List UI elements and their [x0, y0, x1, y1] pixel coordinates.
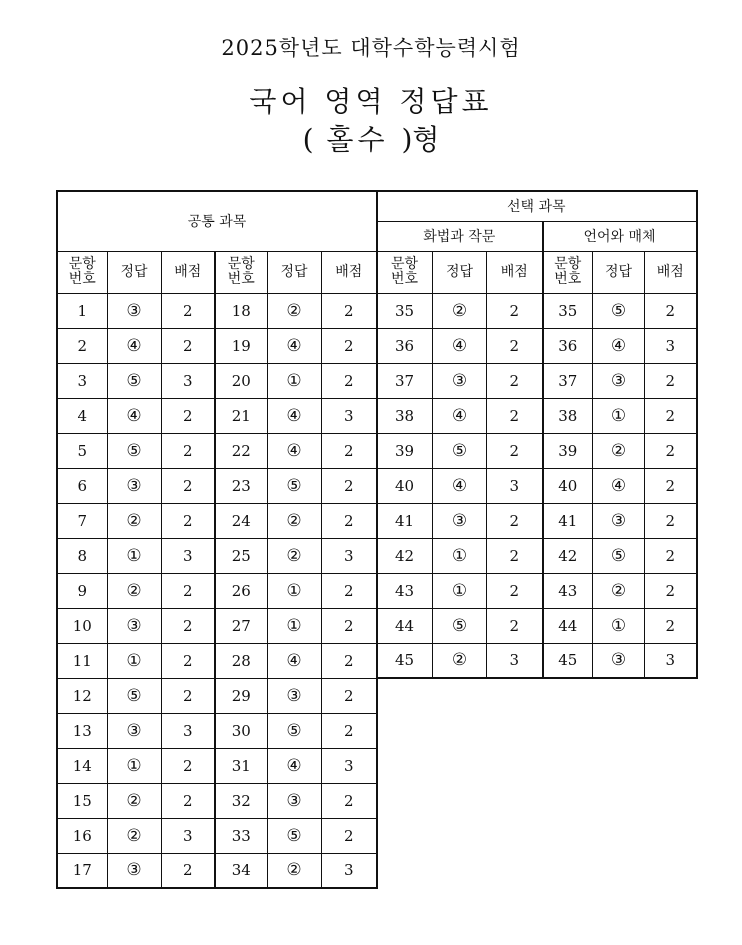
common-answer-cell: ① — [267, 608, 321, 643]
elective-row — [377, 538, 697, 573]
elective-answer-cell: ① — [433, 573, 487, 608]
common-question-cell: 32 — [215, 783, 267, 818]
common-question-cell: 29 — [215, 678, 267, 713]
common-score-cell: 2 — [161, 853, 215, 888]
elective-row — [377, 328, 697, 363]
elective-question-cell: 35 — [377, 293, 433, 328]
common-answer-cell: ① — [107, 748, 161, 783]
col-header-score: 배점 — [645, 251, 697, 293]
common-question-cell: 14 — [57, 748, 107, 783]
elective-row — [377, 573, 697, 608]
common-question-cell: 22 — [215, 433, 267, 468]
common-score-cell: 3 — [321, 748, 377, 783]
common-answer-cell: ⑤ — [107, 363, 161, 398]
common-answer-cell: ① — [267, 363, 321, 398]
elective-answer-cell: ③ — [433, 503, 487, 538]
elective-question-cell: 38 — [543, 398, 593, 433]
elective-answer-cell: ⑤ — [433, 608, 487, 643]
elective-score-cell: 3 — [645, 328, 697, 363]
elective-answer-cell: ④ — [593, 468, 645, 503]
col-header-question — [377, 251, 433, 293]
common-question-cell: 25 — [215, 538, 267, 573]
elective-row — [377, 398, 697, 433]
common-question-cell: 21 — [215, 398, 267, 433]
common-score-cell: 3 — [161, 713, 215, 748]
elective-answer-cell: ④ — [433, 398, 487, 433]
common-question-cell: 17 — [57, 853, 107, 888]
elective-score-cell: 2 — [645, 538, 697, 573]
type-open-paren: ( — [302, 123, 314, 156]
elective-score-cell: 3 — [487, 643, 543, 678]
common-score-cell: 2 — [161, 433, 215, 468]
elective-sub2-label: 언어와 매체 — [543, 221, 697, 251]
common-score-cell: 2 — [321, 573, 377, 608]
col-header-question-text: 문항 번호 — [227, 256, 255, 287]
col-header-question-text: 문항 번호 — [554, 256, 582, 287]
elective-question-cell: 41 — [543, 503, 593, 538]
common-row — [57, 538, 377, 573]
common-section-label: 공통 과목 — [57, 191, 377, 251]
elective-sub1-label: 화법과 작문 — [377, 221, 543, 251]
elective-score-cell: 2 — [487, 538, 543, 573]
elective-answer-cell: ③ — [593, 363, 645, 398]
common-answer-cell: ⑤ — [267, 468, 321, 503]
common-row — [57, 293, 377, 328]
elective-answer-cell: ③ — [593, 503, 645, 538]
common-answer-cell: ⑤ — [107, 433, 161, 468]
common-question-cell: 19 — [215, 328, 267, 363]
elective-row — [377, 503, 697, 538]
common-answer-cell: ③ — [267, 678, 321, 713]
common-answer-cell: ③ — [107, 468, 161, 503]
elective-question-cell: 44 — [377, 608, 433, 643]
col-header-question-text: 문항 번호 — [68, 256, 96, 287]
common-row — [57, 818, 377, 853]
elective-answer-cell: ② — [593, 573, 645, 608]
common-score-cell: 2 — [321, 328, 377, 363]
common-row — [57, 363, 377, 398]
common-answer-cell: ① — [267, 573, 321, 608]
elective-score-cell: 3 — [645, 643, 697, 678]
elective-score-cell: 2 — [487, 328, 543, 363]
type-close-paren: )형 — [401, 123, 440, 156]
common-question-cell: 23 — [215, 468, 267, 503]
elective-score-cell: 2 — [487, 363, 543, 398]
common-question-cell: 15 — [57, 783, 107, 818]
elective-question-cell: 42 — [377, 538, 433, 573]
common-score-cell: 2 — [161, 573, 215, 608]
common-score-cell: 3 — [161, 818, 215, 853]
elective-answer-cell: ① — [433, 538, 487, 573]
common-score-cell: 2 — [161, 643, 215, 678]
elective-row — [377, 433, 697, 468]
common-question-cell: 31 — [215, 748, 267, 783]
common-row — [57, 328, 377, 363]
common-answer-cell: ③ — [107, 293, 161, 328]
common-question-cell: 20 — [215, 363, 267, 398]
elective-answer-cell: ⑤ — [593, 538, 645, 573]
common-score-cell: 3 — [321, 398, 377, 433]
common-answer-cell: ③ — [107, 853, 161, 888]
elective-question-cell: 43 — [543, 573, 593, 608]
common-score-cell: 2 — [321, 433, 377, 468]
elective-score-cell: 2 — [487, 433, 543, 468]
common-answer-cell: ④ — [267, 643, 321, 678]
elective-score-cell: 2 — [487, 503, 543, 538]
common-row — [57, 783, 377, 818]
common-score-cell: 2 — [161, 293, 215, 328]
elective-answer-cell: ④ — [433, 468, 487, 503]
elective-question-cell: 45 — [543, 643, 593, 678]
common-answer-cell: ② — [107, 503, 161, 538]
common-answer-cell: ② — [107, 818, 161, 853]
common-question-cell: 26 — [215, 573, 267, 608]
common-question-cell: 2 — [57, 328, 107, 363]
common-score-cell: 2 — [161, 503, 215, 538]
common-score-cell: 2 — [321, 608, 377, 643]
common-question-cell: 5 — [57, 433, 107, 468]
exam-type — [0, 118, 742, 158]
col-header-answer: 정답 — [107, 251, 161, 293]
elective-score-cell: 2 — [487, 608, 543, 643]
common-question-cell: 16 — [57, 818, 107, 853]
common-question-cell: 24 — [215, 503, 267, 538]
common-answer-cell: ② — [107, 573, 161, 608]
common-question-cell: 1 — [57, 293, 107, 328]
common-question-cell: 18 — [215, 293, 267, 328]
common-score-cell: 2 — [321, 363, 377, 398]
elective-question-cell: 37 — [377, 363, 433, 398]
elective-question-cell: 41 — [377, 503, 433, 538]
common-answer-cell: ① — [107, 538, 161, 573]
elective-answer-cell: ③ — [593, 643, 645, 678]
common-answer-cell: ⑤ — [267, 713, 321, 748]
elective-score-cell: 2 — [645, 433, 697, 468]
common-question-cell: 12 — [57, 678, 107, 713]
elective-answer-table — [376, 190, 698, 679]
common-answer-cell: ② — [267, 293, 321, 328]
col-header-answer: 정답 — [433, 251, 487, 293]
common-score-cell: 3 — [321, 853, 377, 888]
common-question-cell: 27 — [215, 608, 267, 643]
common-answer-cell: ③ — [267, 783, 321, 818]
common-score-cell: 3 — [161, 363, 215, 398]
elective-answer-cell: ② — [593, 433, 645, 468]
common-score-cell: 2 — [161, 398, 215, 433]
common-row — [57, 748, 377, 783]
common-question-cell: 33 — [215, 818, 267, 853]
common-question-cell: 7 — [57, 503, 107, 538]
elective-score-cell: 2 — [487, 573, 543, 608]
col-header-score: 배점 — [321, 251, 377, 293]
common-score-cell: 2 — [321, 713, 377, 748]
common-answer-cell: ④ — [267, 398, 321, 433]
elective-score-cell: 2 — [645, 503, 697, 538]
elective-column-headers — [377, 251, 697, 293]
common-question-cell: 10 — [57, 608, 107, 643]
common-score-cell: 2 — [161, 748, 215, 783]
elective-answer-cell: ③ — [433, 363, 487, 398]
elective-score-cell: 2 — [487, 293, 543, 328]
common-row — [57, 433, 377, 468]
elective-question-cell: 42 — [543, 538, 593, 573]
elective-row — [377, 363, 697, 398]
elective-answer-cell: ④ — [593, 328, 645, 363]
common-answer-table — [56, 190, 378, 889]
common-question-cell: 28 — [215, 643, 267, 678]
col-header-score: 배점 — [487, 251, 543, 293]
col-header-answer: 정답 — [267, 251, 321, 293]
common-answer-cell: ② — [107, 783, 161, 818]
elective-answer-cell: ④ — [433, 328, 487, 363]
elective-question-cell: 35 — [543, 293, 593, 328]
common-question-cell: 8 — [57, 538, 107, 573]
elective-question-cell: 40 — [543, 468, 593, 503]
elective-row — [377, 608, 697, 643]
common-question-cell: 34 — [215, 853, 267, 888]
common-answer-cell: ① — [107, 643, 161, 678]
common-answer-cell: ④ — [107, 328, 161, 363]
elective-question-cell: 36 — [543, 328, 593, 363]
common-answer-cell: ③ — [107, 713, 161, 748]
common-score-cell: 2 — [321, 643, 377, 678]
elective-section-label: 선택 과목 — [377, 191, 697, 221]
elective-score-cell: 2 — [487, 398, 543, 433]
elective-score-cell: 2 — [645, 468, 697, 503]
common-score-cell: 3 — [161, 538, 215, 573]
common-score-cell: 2 — [161, 608, 215, 643]
elective-question-cell: 45 — [377, 643, 433, 678]
elective-answer-cell: ② — [433, 293, 487, 328]
col-header-question-text: 문항 번호 — [390, 256, 419, 287]
common-score-cell: 2 — [321, 468, 377, 503]
elective-score-cell: 2 — [645, 293, 697, 328]
type-label: 홀수 — [326, 123, 389, 156]
common-question-cell: 30 — [215, 713, 267, 748]
common-answer-cell: ② — [267, 503, 321, 538]
common-score-cell: 3 — [321, 538, 377, 573]
elective-question-cell: 44 — [543, 608, 593, 643]
elective-row — [377, 468, 697, 503]
common-row — [57, 853, 377, 888]
common-score-cell: 2 — [161, 783, 215, 818]
elective-answer-cell: ① — [593, 398, 645, 433]
common-answer-cell: ④ — [267, 748, 321, 783]
elective-question-cell: 39 — [543, 433, 593, 468]
col-header-answer: 정답 — [593, 251, 645, 293]
elective-score-cell: 2 — [645, 398, 697, 433]
subject-title: 국어 영역 정답표 — [249, 85, 493, 118]
elective-question-cell: 37 — [543, 363, 593, 398]
common-answer-cell: ④ — [107, 398, 161, 433]
elective-question-cell: 43 — [377, 573, 433, 608]
common-question-cell: 6 — [57, 468, 107, 503]
elective-answer-cell: ② — [433, 643, 487, 678]
common-answer-cell: ③ — [107, 608, 161, 643]
elective-question-cell: 40 — [377, 468, 433, 503]
common-score-cell: 2 — [321, 818, 377, 853]
col-header-score: 배점 — [161, 251, 215, 293]
elective-answer-cell: ⑤ — [593, 293, 645, 328]
elective-score-cell: 2 — [645, 608, 697, 643]
common-answer-cell: ④ — [267, 328, 321, 363]
col-header-question — [215, 251, 267, 293]
common-score-cell: 2 — [321, 783, 377, 818]
common-score-cell: 2 — [321, 503, 377, 538]
common-answer-cell: ② — [267, 538, 321, 573]
common-answer-cell: ⑤ — [107, 678, 161, 713]
common-score-cell: 2 — [321, 678, 377, 713]
common-score-cell: 2 — [161, 678, 215, 713]
common-score-cell: 2 — [161, 468, 215, 503]
elective-question-cell: 36 — [377, 328, 433, 363]
common-question-cell: 9 — [57, 573, 107, 608]
common-row — [57, 678, 377, 713]
common-row — [57, 713, 377, 748]
elective-row — [377, 643, 697, 678]
common-column-headers — [57, 251, 377, 293]
elective-question-cell: 39 — [377, 433, 433, 468]
elective-answer-cell: ① — [593, 608, 645, 643]
common-answer-cell: ② — [267, 853, 321, 888]
elective-question-cell: 38 — [377, 398, 433, 433]
common-row — [57, 503, 377, 538]
elective-score-cell: 2 — [645, 573, 697, 608]
col-header-question — [543, 251, 593, 293]
common-question-cell: 4 — [57, 398, 107, 433]
elective-score-cell: 3 — [487, 468, 543, 503]
common-question-cell: 13 — [57, 713, 107, 748]
elective-score-cell: 2 — [645, 363, 697, 398]
common-question-cell: 3 — [57, 363, 107, 398]
common-question-cell: 11 — [57, 643, 107, 678]
common-row — [57, 608, 377, 643]
elective-row — [377, 293, 697, 328]
common-score-cell: 2 — [321, 293, 377, 328]
elective-answer-cell: ⑤ — [433, 433, 487, 468]
common-row — [57, 573, 377, 608]
exam-title: 2025학년도 대학수학능력시험 — [221, 36, 521, 60]
common-row — [57, 468, 377, 503]
common-row — [57, 398, 377, 433]
common-row — [57, 643, 377, 678]
common-score-cell: 2 — [161, 328, 215, 363]
col-header-question — [57, 251, 107, 293]
common-answer-cell: ⑤ — [267, 818, 321, 853]
common-answer-cell: ④ — [267, 433, 321, 468]
